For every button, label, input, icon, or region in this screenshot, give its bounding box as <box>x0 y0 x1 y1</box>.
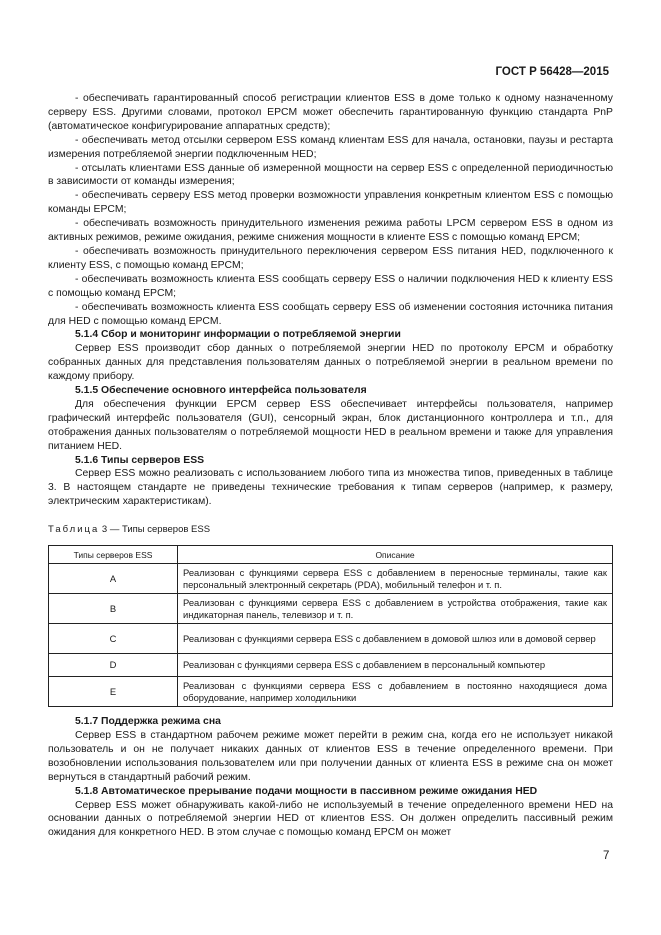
description-cell: Реализован с функциями сервера ESS с добавлением в персональный компьютер <box>178 654 613 677</box>
page-number: 7 <box>603 850 610 862</box>
section-heading: 5.1.4 Сбор и мониторинг информации о потребляемой энергии <box>75 329 401 341</box>
server-type-cell: C <box>49 624 178 654</box>
paragraph: - обеспечивать серверу ESS метод проверки возможности управления конкретным клиентом ESS с помощью команды EPCM; <box>48 190 613 216</box>
standard-number: ГОСТ Р 56428—2015 <box>495 66 609 78</box>
paragraph: Для обеспечения функции EPCM сервер ESS обеспечивает интерфейсы пользователя, например графический интерфейс пользователя (GUI), сенсорный экран, блок дистанционного контроллера и т.п., для отображения данных пользователям о потребляемой мощности HED в реальном времени и также для управления питанием HED. <box>48 398 613 452</box>
section-heading: 5.1.7 Поддержка режима сна <box>75 716 221 728</box>
paragraph: - отсылать клиентами ESS данные об измеренной мощности на сервер ESS с определенной периодичностью в зависимости от команды измерения; <box>48 162 613 188</box>
paragraph: - обеспечивать гарантированный способ регистрации клиентов ESS в доме только к одному назначенному серверу ESS. Другими словами, протокол EPCM может обеспечить гарантированную функцию стандарта PnP (автоматическое конфигурирование аппаратных средств); <box>48 93 613 132</box>
table-caption-text: 3 — Типы серверов ESS <box>101 524 211 536</box>
server-type-cell: D <box>49 654 178 677</box>
paragraph: - обеспечивать возможность клиента ESS сообщать серверу ESS о наличии подключения HED к клиенту ESS с помощью команд EPCM; <box>48 273 613 299</box>
table-caption <box>48 523 613 537</box>
section-heading: 5.1.5 Обеспечение основного интерфейса пользователя <box>75 385 367 397</box>
column-header-type: Типы серверов ESS <box>49 546 178 564</box>
table-caption-word: Таблица <box>48 524 100 536</box>
paragraph: - обеспечивать возможность принудительного изменения режима работы LPCM сервером ESS в одном из активных режимов, режиме ожидания, режиме снижения мощности в клиенте ESS с помощью команд EPCM; <box>48 218 613 244</box>
paragraph: Сервер ESS можно реализовать с использованием любого типа из множества типов, приведенных в таблице 3. В настоящем стандарте не приведены технические требования к типам серверов (например, к размеру, электрическим характеристикам). <box>48 468 613 508</box>
paragraph: Сервер ESS в стандартном рабочем режиме может перейти в режим сна, когда его не использует никакой пользователь и он не получает никаких данных от клиентов ESS в течение определенного времени. При возобновлении использования пользователем или при получении данных от клиента ESS в режиме сна он может вернуться в стандартный рабочий режим. <box>48 730 613 783</box>
page-content <box>48 92 613 840</box>
server-type-cell: A <box>49 564 178 594</box>
description-cell: Реализован с функциями сервера ESS с добавлением в переносные терминалы, такие как персональный электронный секретарь (PDA), мобильный телефон и т. п. <box>178 564 613 594</box>
section-heading: 5.1.8 Автоматическое прерывание подачи мощности в пассивном режиме ожидания HED <box>75 785 538 797</box>
server-types-table <box>48 545 613 707</box>
section-before-table <box>48 92 613 509</box>
section-heading: 5.1.6 Типы серверов ESS <box>75 454 205 466</box>
table-row <box>49 594 613 624</box>
paragraph: Сервер ESS может обнаруживать какой-либо не используемый в течение определенного времени HED на основании данных о потребляемой энергии HED от клиентов ESS. Он должен определить пассивный режим ожидания для конкретного HED. В этом случае с помощью команд EPCM он может <box>48 799 613 839</box>
table-row <box>49 624 613 654</box>
table-row <box>49 677 613 707</box>
server-type-cell: B <box>49 594 178 624</box>
description-cell: Реализован с функциями сервера ESS с добавлением в постоянно находящиеся дома оборудование, например холодильники <box>178 677 613 707</box>
description-cell: Реализован с функциями сервера ESS с добавлением в устройства отображения, такие как индикаторная панель, телевизор и т. п. <box>178 594 613 624</box>
section-after-table <box>48 715 613 840</box>
description-cell: Реализован с функциями сервера ESS с добавлением в домовой шлюз или в домовой сервер <box>178 624 613 654</box>
table-header-row <box>49 546 613 564</box>
server-type-cell: E <box>49 677 178 707</box>
column-header-description: Описание <box>178 546 613 564</box>
paragraph: - обеспечивать возможность принудительного переключения сервером ESS питания HED, подключенного к клиенту ESS, с помощью команд EPCM; <box>48 245 613 271</box>
table-row <box>49 564 613 594</box>
table-row <box>49 654 613 677</box>
paragraph: - обеспечивать возможность клиента ESS сообщать серверу ESS об изменении состояния источника питания для HED с помощью команд EPCM. <box>48 301 613 327</box>
paragraph: - обеспечивать метод отсылки сервером ESS команд клиентам ESS для начала, остановки, паузы и рестарта измерения потребляемой энергии подключенным HED; <box>48 134 613 160</box>
paragraph: Сервер ESS производит сбор данных о потребляемой энергии HED по протоколу EPCM и обработку собранных данных для представления пользователям данных о потребляемой энергии в реальном времени по каждому прибору. <box>48 343 613 383</box>
